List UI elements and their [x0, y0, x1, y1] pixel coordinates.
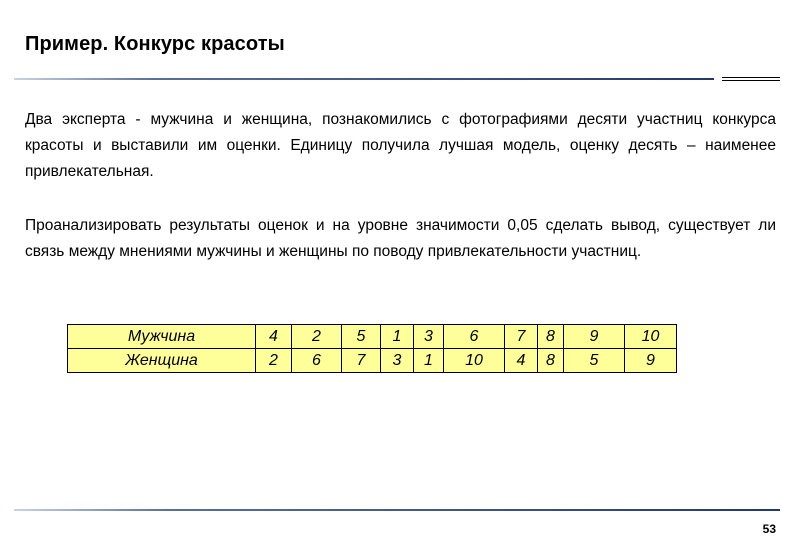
ratings-table — [67, 324, 677, 373]
table-cell: 7 — [342, 349, 381, 373]
table-cell: 2 — [292, 325, 342, 349]
header-divider-tip — [722, 77, 780, 81]
table-cell: 6 — [444, 325, 505, 349]
row-label-woman: Женщина — [68, 349, 256, 373]
table-cell: 3 — [381, 349, 414, 373]
table-cell: 10 — [625, 325, 677, 349]
table-cell: 8 — [538, 349, 564, 373]
task-statement: Проанализировать результаты оценок и на уровне значимости 0,05 сделать вывод, существует ли связь между мнениями мужчины и женщины по поводу привлекательности участниц. — [25, 217, 776, 260]
slide-title: Пример. Конкурс красоты — [25, 33, 285, 55]
table-cell: 10 — [444, 349, 505, 373]
header-divider — [14, 77, 780, 81]
table-cell: 4 — [505, 349, 538, 373]
header-divider-line — [14, 78, 714, 80]
footer-divider — [14, 509, 780, 511]
table-cell: 9 — [625, 349, 677, 373]
row-label-man: Мужчина — [68, 325, 256, 349]
page-number: 53 — [762, 522, 776, 536]
table-cell: 1 — [381, 325, 414, 349]
table-cell: 2 — [256, 349, 292, 373]
table-row-man — [68, 325, 677, 349]
table-cell: 4 — [256, 325, 292, 349]
table-cell: 5 — [342, 325, 381, 349]
table-cell: 7 — [505, 325, 538, 349]
table-cell: 3 — [414, 325, 444, 349]
table-cell: 8 — [538, 325, 564, 349]
table-cell: 9 — [564, 325, 625, 349]
problem-description: Два эксперта - мужчина и женщина, познакомились с фотографиями десяти участниц конкурса красоты и выставили им оценки. Единицу получила лучшая модель, оценку десять – наименее привлекательная. — [25, 111, 776, 180]
table-row-woman — [68, 349, 677, 373]
table-cell: 6 — [292, 349, 342, 373]
table-cell: 1 — [414, 349, 444, 373]
table-cell: 5 — [564, 349, 625, 373]
